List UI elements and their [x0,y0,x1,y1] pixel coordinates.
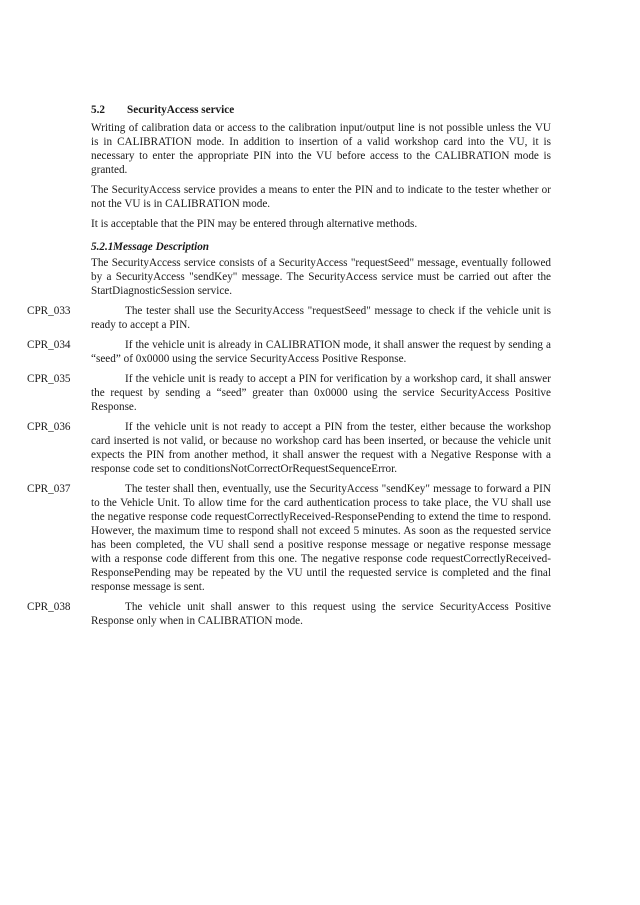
requirement-id: CPR_036 [27,421,71,433]
requirement-text: The vehicle unit shall answer to this request using the service SecurityAccess Positive Response only when in CALIBRATION mode. [91,601,551,627]
requirement-id: CPR_034 [27,339,71,351]
section-paragraph-3: It is acceptable that the PIN may be entered through alternative methods. [91,218,418,230]
requirement-text: If the vehicle unit is not ready to accept a PIN from the tester, either because the workshop card inserted is not valid, or because no workshop card has been inserted, or because the vehicle unit expects the PIN from another method, it shall answer the request with a Negative Response with a response code set to conditionsNotCorrectOrRequestSequenceError. [91,421,551,475]
requirement-cpr-034 [27,338,551,366]
subsection-heading [91,240,551,254]
subsection-paragraph: The SecurityAccess service consists of a SecurityAccess "requestSeed" message, eventually followed by a SecurityAccess "sendKey" message. The SecurityAccess service must be carried out after the StartDiagnosticSession service. [91,257,551,297]
section-title: SecurityAccess service [127,104,235,116]
requirement-text: The tester shall then, eventually, use the SecurityAccess "sendKey" message to forward a PIN to the Vehicle Unit. To allow time for the card authentication process to take place, the VU shall use the negative response code requestCorrectlyReceived-ResponsePending to extend the time to respond. However, the maximum time to respond shall not exceed 5 minutes. As soon as the requested service has been completed, the VU shall send a positive response message or negative response message with a response code different from this one. The negative response code requestCorrectlyReceived-ResponsePending may be repeated by the VU until the requested service is completed and the final response message is sent. [91,483,551,593]
requirement-cpr-035 [27,372,551,414]
section-number: 5.2 [91,104,105,116]
document-content [27,103,551,634]
subsection-title: Message Description [113,241,210,253]
requirement-cpr-033 [27,304,551,332]
requirement-text: If the vehicle unit is already in CALIBRATION mode, it shall answer the request by sending a “seed” of 0x0000 using the service SecurityAccess Positive Response. [91,339,551,365]
requirement-text: The tester shall use the SecurityAccess "requestSeed" message to check if the vehicle unit is ready to accept a PIN. [91,305,551,331]
requirement-cpr-037 [27,482,551,594]
section-heading [91,103,551,117]
requirement-id: CPR_033 [27,305,71,317]
requirement-cpr-036 [27,420,551,476]
section-paragraph-2: The SecurityAccess service provides a means to enter the PIN and to indicate to the tester whether or not the VU is in CALIBRATION mode. [91,184,551,210]
requirement-text: If the vehicle unit is ready to accept a PIN for verification by a workshop card, it shall answer the request by sending a “seed” greater than 0x0000 using the service SecurityAccess Positive Response. [91,373,551,413]
requirement-id: CPR_037 [27,483,71,495]
subsection-number: 5.2.1 [91,241,114,253]
requirement-cpr-038 [27,600,551,628]
requirement-id: CPR_035 [27,373,71,385]
section-paragraph-1: Writing of calibration data or access to the calibration input/output line is not possible unless the VU is in CALIBRATION mode. In addition to insertion of a valid workshop card into the VU, it is necessary to enter the appropriate PIN into the VU before access to the CALIBRATION mode is granted. [91,122,551,176]
requirement-id: CPR_038 [27,601,71,613]
